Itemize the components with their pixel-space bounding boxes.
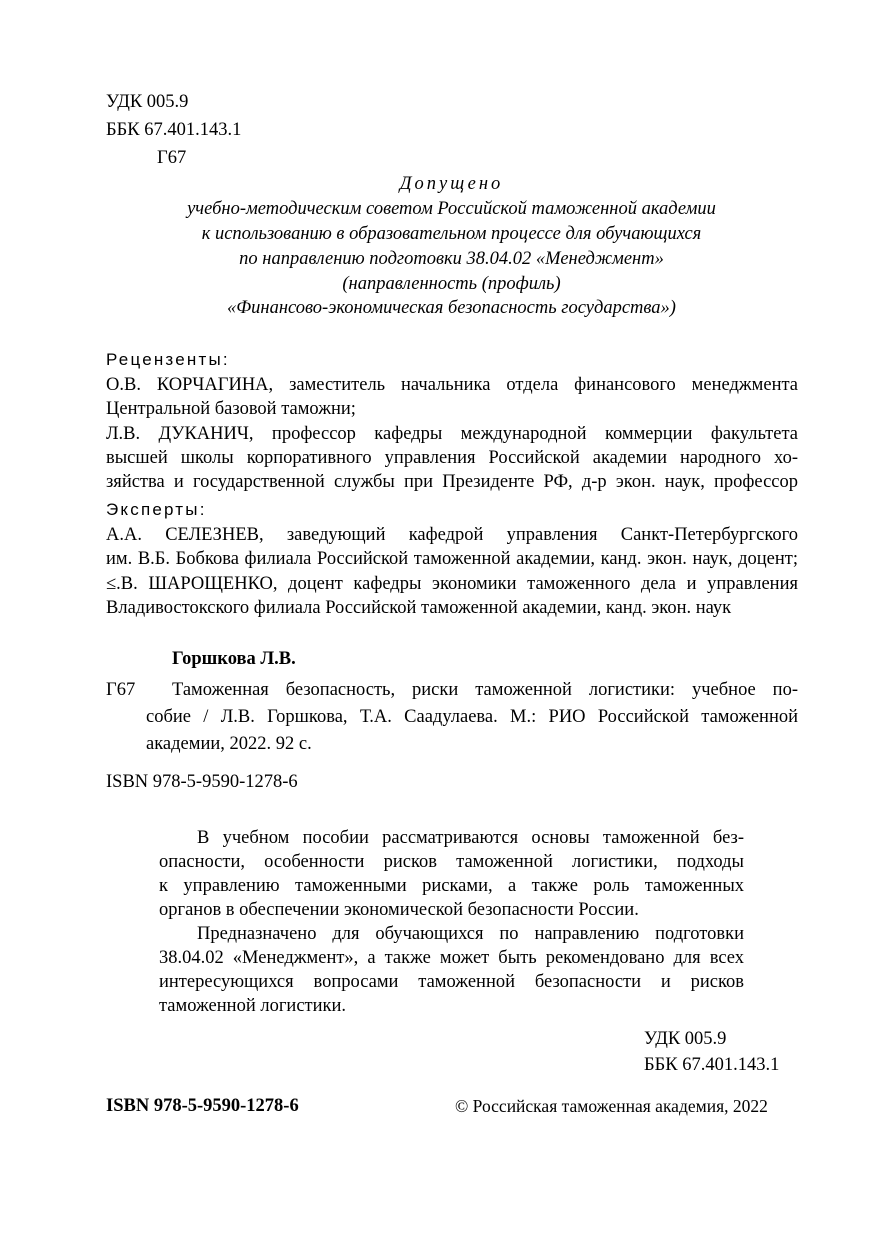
reviewer-line-3: Л.В. ДУКАНИЧ, профессор кафедры международной коммерции факультета	[106, 424, 798, 444]
footer-bbk: ББК 67.401.143.1	[644, 1055, 780, 1075]
citation-author: Горшкова Л.В.	[172, 649, 296, 669]
approval-line-2: к использованию в образовательном процессе для обучающихся	[201, 224, 702, 244]
citation-line-1: Таможенная безопасность, риски таможенной логистики: учебное по-	[172, 680, 798, 700]
citation-code: Г67	[106, 680, 136, 700]
approval-title: Допущено	[399, 174, 504, 194]
footer-isbn: ISBN 978-5-9590-1278-6	[106, 1096, 299, 1116]
annotation-p1-line-1: В учебном пособии рассматриваются основы таможенной без-	[197, 828, 744, 848]
expert-line-2: им. В.Б. Бобкова филиала Российской таможенной академии, канд. экон. наук, доцент;	[106, 549, 798, 569]
citation-line-2: собие / Л.В. Горшкова, Т.А. Саадулаева. М.: РИО Российской таможенной	[146, 707, 798, 727]
annotation-p2-line-2: 38.04.02 «Менеджмент», а также может быть рекомендовано для всех	[159, 948, 744, 968]
reviewer-line-1: О.В. КОРЧАГИНА, заместитель начальника отдела финансового менеджмента	[106, 375, 798, 395]
reviewer-line-2: Центральной базовой таможни;	[106, 399, 356, 419]
copyright: © Российская таможенная академия, 2022	[455, 1096, 768, 1116]
reviewer-line-5: зяйства и государственной службы при Президенте РФ, д-р экон. наук, профессор	[106, 472, 798, 492]
bbk-code: ББК 67.401.143.1	[106, 120, 242, 140]
expert-line-4: Владивостокского филиала Российской таможенной академии, канд. экон. наук	[106, 598, 732, 618]
annotation-p2-line-3: интересующихся вопросами таможенной безопасности и рисков	[159, 972, 744, 992]
expert-line-3: ≤.В. ШАРОЩЕНКО, доцент кафедры экономики таможенного дела и управления	[106, 574, 798, 594]
annotation-p1-line-4: органов в обеспечении экономической безопасности России.	[159, 900, 639, 920]
approval-line-5: «Финансово-экономическая безопасность государства»)	[227, 298, 676, 318]
annotation-p2-line-4: таможенной логистики.	[159, 996, 347, 1016]
annotation-p1-line-3: к управлению таможенными рисками, а также роль таможенных	[159, 876, 744, 896]
annotation-p1-line-2: опасности, особенности рисков таможенной логистики, подходы	[159, 852, 744, 872]
reviewer-line-4: высшей школы корпоративного управления Российской академии народного хо-	[106, 448, 798, 468]
annotation-p2-line-1: Предназначено для обучающихся по направлению подготовки	[197, 924, 744, 944]
approval-line-1: учебно-методическим советом Российской таможенной академии	[187, 199, 716, 219]
approval-line-4: (направленность (профиль)	[342, 274, 561, 294]
expert-line-1: А.А. СЕЛЕЗНЕВ, заведующий кафедрой управления Санкт-Петербургского	[106, 525, 798, 545]
approval-line-3: по направлению подготовки 38.04.02 «Менеджмент»	[239, 249, 664, 269]
author-sign: Г67	[157, 148, 187, 168]
citation-isbn: ISBN 978-5-9590-1278-6	[106, 772, 298, 792]
udk-code: УДК 005.9	[106, 92, 189, 112]
experts-heading: Эксперты:	[106, 500, 207, 519]
reviewers-heading: Рецензенты:	[106, 350, 230, 369]
footer-udk: УДК 005.9	[644, 1029, 727, 1049]
citation-line-3: академии, 2022. 92 с.	[146, 734, 312, 754]
